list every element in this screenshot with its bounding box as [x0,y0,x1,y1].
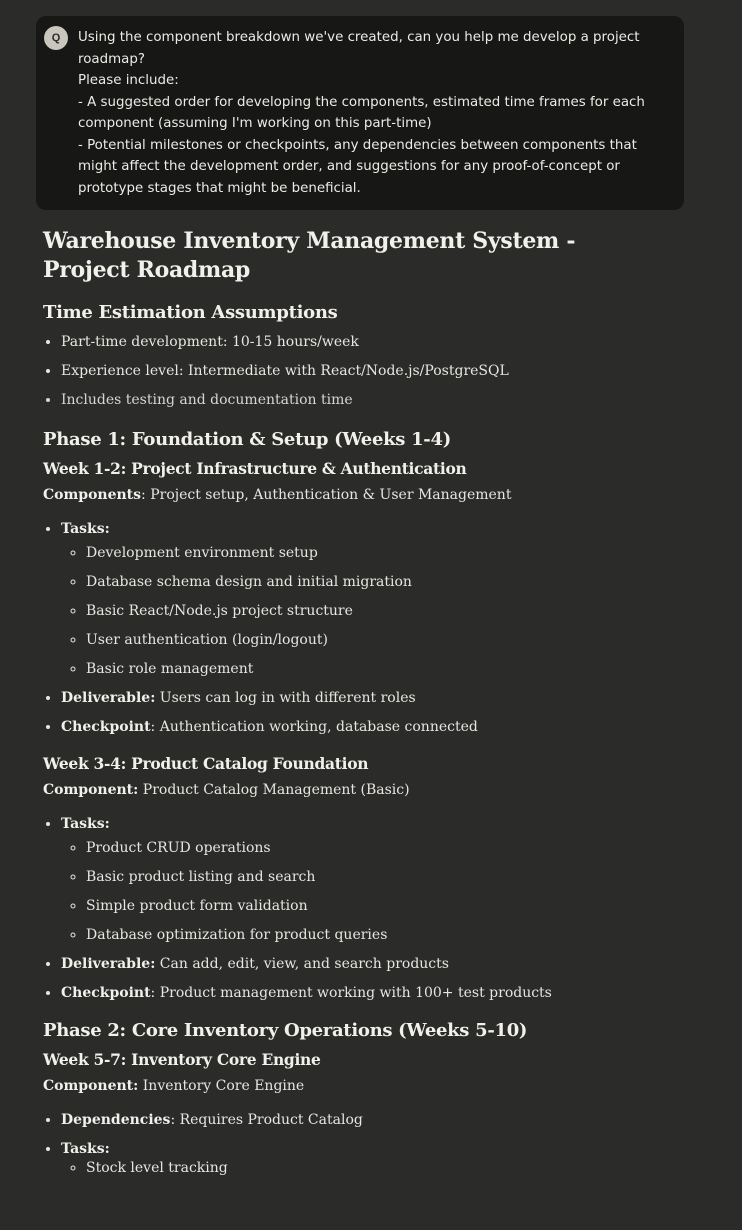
week34-list [43,813,663,1004]
task-item: ◦ Database optimization for product queries [86,924,663,946]
tasks-item: • Tasks: ◦ Stock level tracking [61,1138,663,1179]
deliverable-value: Can add, edit, view, and search products [155,956,449,972]
checkpoint-item [61,982,663,1004]
assumptions-heading: Time Estimation Assumptions [43,302,338,323]
user-message-line: - A suggested order for developing the components, estimated time frames for each component (assuming I'm working on this part-time) [78,94,645,131]
tasks-label: Tasks [61,816,105,832]
week34-component [43,779,663,801]
components-value: : Project setup, Authentication & User Management [141,487,512,503]
checkpoint-label: Checkpoint [61,719,151,735]
component-value: Product Catalog Management (Basic) [138,782,410,798]
checkpoint-item [61,716,663,738]
phase2-heading: Phase 2: Core Inventory Operations (Weeks 5-10) [43,1020,528,1041]
week57-heading: Week 5-7: Inventory Core Engine [43,1050,321,1069]
checkpoint-value: : Authentication working, database connected [150,719,478,735]
deliverable-value: Users can log in with different roles [155,690,416,706]
deliverable-label: Deliverable: [61,690,156,706]
tasks-item: • Tasks: ◦ Product CRUD operations ◦ Basic product listing and search ◦ Simple product form validation ◦ Database optimization for product queries [61,813,663,946]
week12-components [43,484,663,506]
week12-heading: Week 1-2: Project Infrastructure & Authentication [43,459,467,478]
components-label: Components [43,487,142,503]
task-item: ◦ Development environment setup [86,542,663,564]
task-item: ◦ Basic role management [86,658,663,680]
deliverable-label: Deliverable: [61,956,156,972]
dependencies-item [61,1109,663,1131]
task-item: ◦ Basic React/Node.js project structure [86,600,663,622]
tasks-label: Tasks [61,521,105,537]
user-message-line: - Potential milestones or checkpoints, any dependencies between components that might affect the development order, and suggestions for any proof-of-concept or prototype stages that might be beneficial. [78,137,637,196]
week57-list [43,1109,663,1179]
checkpoint-label: Checkpoint [61,985,151,1001]
user-message-line: Using the component breakdown we've created, can you help me develop a project roadmap? [78,30,640,67]
task-item: ◦ Product CRUD operations [86,837,663,859]
dependencies-label: Dependencies [61,1112,171,1128]
task-item: ◦ User authentication (login/logout) [86,629,663,651]
task-item: ◦ Basic product listing and search [86,866,663,888]
task-item: ◦ Database schema design and initial migration [86,571,663,593]
dependencies-value: : Requires Product Catalog [170,1112,363,1128]
task-item: ◦ Stock level tracking [86,1157,663,1179]
checkpoint-value: : Product management working with 100+ test products [150,985,552,1001]
week34-heading: Week 3-4: Product Catalog Foundation [43,754,369,773]
list-item: • Part-time development: 10-15 hours/week [61,331,663,353]
week57-task-list [61,1157,663,1179]
week57-component [43,1075,663,1097]
component-label: Component: [43,782,139,798]
tasks-item: • Tasks: ◦ Development environment setup ◦ Database schema design and initial migration ◦ Basic React/Node.js project structure ◦ User authentication (login/logout) ◦ Basic role management [61,518,663,680]
component-value: Inventory Core Engine [138,1078,305,1094]
response-title: Warehouse Inventory Management System - Project Roadmap [43,228,576,283]
component-label: Component: [43,1078,139,1094]
tasks-label: Tasks [61,1141,105,1157]
deliverable-item [61,953,663,975]
week12-task-list [61,542,663,680]
week12-list [43,518,663,738]
deliverable-item [61,687,663,709]
assistant-response [43,227,663,1186]
phase1-heading: Phase 1: Foundation & Setup (Weeks 1-4) [43,429,451,450]
week34-task-list [61,837,663,946]
user-message-text [78,27,668,199]
assumptions-list [43,331,663,411]
task-item: ◦ Simple product form validation [86,895,663,917]
list-item: • Includes testing and documentation time [61,389,663,411]
user-avatar: Q [44,26,68,50]
list-item: • Experience level: Intermediate with React/Node.js/PostgreSQL [61,360,663,382]
user-message-line: Please include: [78,73,179,88]
user-message-bubble [36,16,684,210]
